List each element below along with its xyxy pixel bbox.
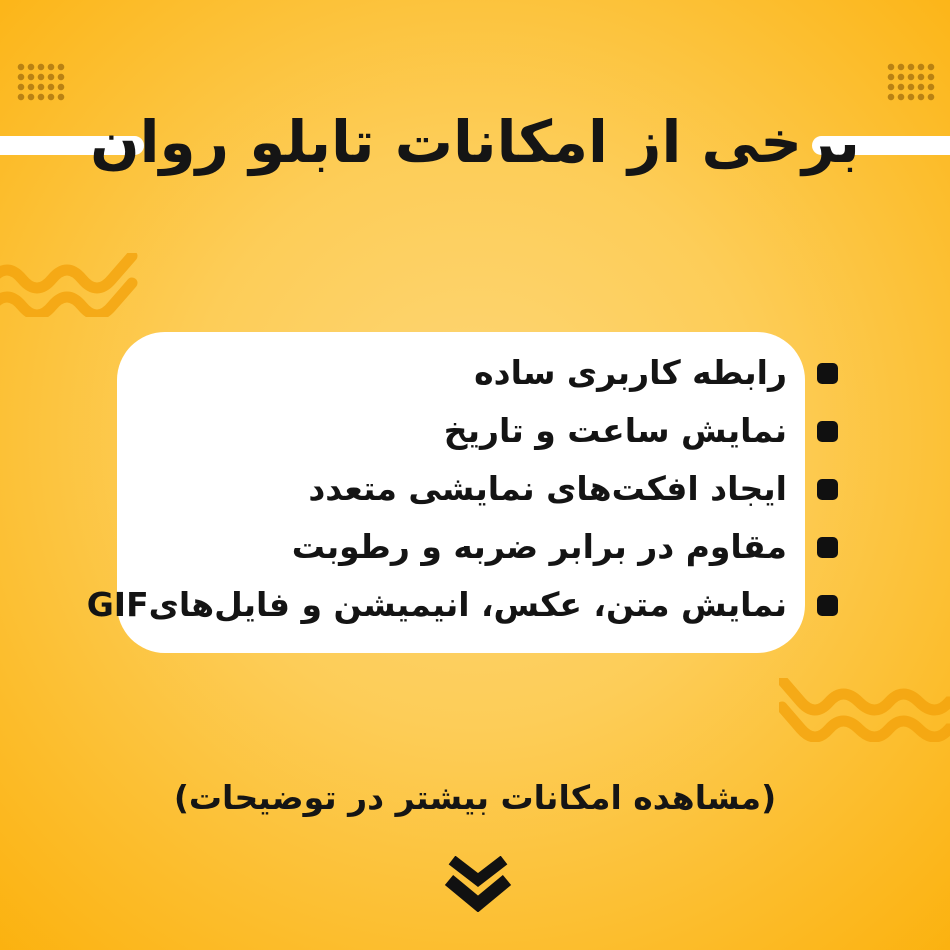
- list-item: نمایش متن، عکس، انیمیشن و فایل‌هایGIF: [86, 585, 787, 624]
- square-bullet-icon: [817, 595, 838, 616]
- footer-caption: (مشاهده امکانات بیشتر در توضیحات): [173, 778, 777, 817]
- bullet-row: [815, 518, 839, 576]
- bullet-row: [815, 344, 839, 402]
- list-item: مقاوم در برابر ضربه و رطوبت: [291, 527, 787, 566]
- bullet-row: [815, 576, 839, 634]
- bullet-row: [815, 402, 839, 460]
- wavy-lines-icon: [0, 253, 150, 317]
- list-item: ایجاد افکت‌های نمایشی متعدد: [308, 469, 787, 508]
- bullet-row: [815, 460, 839, 518]
- list-item: نمایش ساعت و تاریخ: [443, 411, 787, 450]
- features-card: [86, 332, 805, 653]
- wavy-lines-icon: [779, 678, 950, 742]
- bullet-column: [815, 344, 839, 634]
- square-bullet-icon: [817, 537, 838, 558]
- list-item: رابطه کاربری ساده: [474, 353, 787, 392]
- page-title: برخی از امکانات تابلو روان: [90, 108, 860, 176]
- square-bullet-icon: [817, 363, 838, 384]
- square-bullet-icon: [817, 421, 838, 442]
- double-chevron-down-icon: [440, 856, 516, 912]
- square-bullet-icon: [817, 479, 838, 500]
- feature-list: [86, 332, 805, 646]
